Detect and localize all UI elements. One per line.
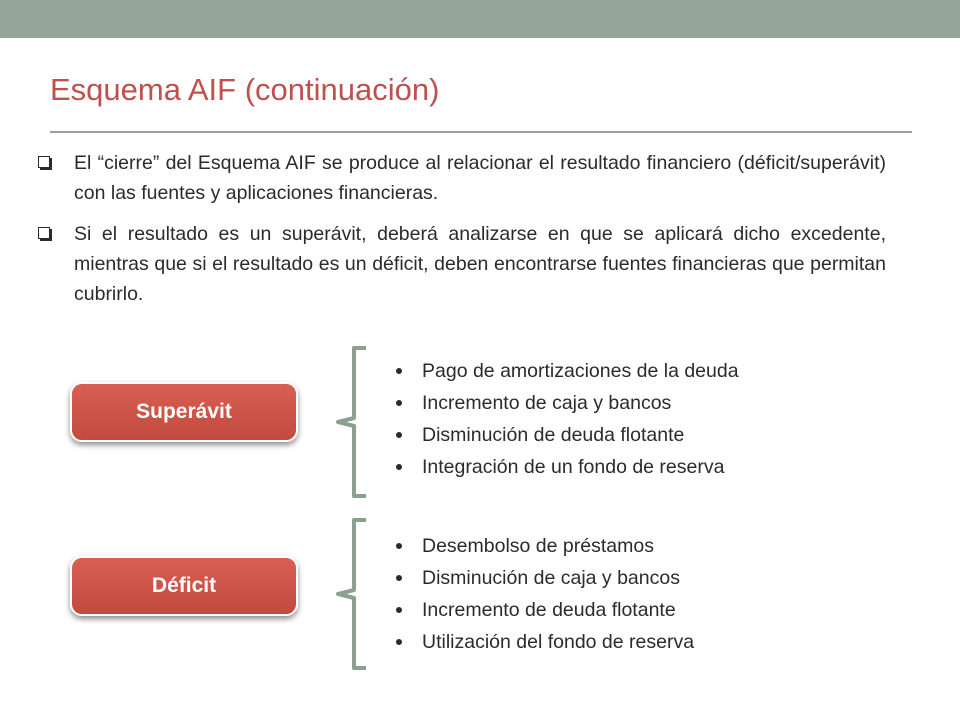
list-item-text: Disminución de caja y bancos <box>422 567 680 589</box>
superavit-label: Superávit <box>136 400 232 423</box>
list-item-text: Pago de amortizaciones de la deuda <box>422 360 739 382</box>
list-item-text: Incremento de deuda flotante <box>422 599 676 621</box>
bullet-dot-icon <box>396 607 402 613</box>
superavit-brace-icon <box>334 346 374 500</box>
list-item-text: Incremento de caja y bancos <box>422 392 672 414</box>
bullet-dot-icon <box>396 543 402 549</box>
deficit-label: Déficit <box>151 574 217 597</box>
deficit-brace-icon <box>334 518 374 672</box>
top-bar <box>0 0 960 38</box>
list-item-text: Disminución de deuda flotante <box>422 424 685 446</box>
bullet-dot-icon <box>396 639 402 645</box>
bullet-dot-icon <box>396 400 402 406</box>
title-divider <box>50 131 912 133</box>
list-item <box>396 387 739 419</box>
intro-bullets <box>38 148 886 320</box>
intro-bullet <box>38 148 886 208</box>
checkbox-bullet-icon <box>38 227 50 239</box>
list-item <box>396 626 694 658</box>
bullet-dot-icon <box>396 432 402 438</box>
deficit-label-box <box>70 556 298 616</box>
deficit-list <box>396 530 694 658</box>
list-item <box>396 562 694 594</box>
intro-bullet-text: El “cierre” del Esquema AIF se produce al relacionar el resultado financiero (déficit/superávit) con las fuentes y aplicaciones financieras. <box>74 152 886 204</box>
checkbox-bullet-icon <box>38 156 50 168</box>
intro-bullet <box>38 219 886 309</box>
bullet-dot-icon <box>396 368 402 374</box>
intro-bullet-text: Si el resultado es un superávit, deberá analizarse en que se aplicará dicho excedente, mientras que si el resultado es un déficit, deben encontrarse fuentes financieras que permitan cubrirlo. <box>74 223 886 305</box>
superavit-label-box <box>70 382 298 442</box>
list-item <box>396 355 739 387</box>
list-item <box>396 451 739 483</box>
list-item <box>396 530 694 562</box>
list-item-text: Utilización del fondo de reserva <box>422 631 695 653</box>
list-item-text: Desembolso de préstamos <box>422 535 654 557</box>
bullet-dot-icon <box>396 464 402 470</box>
list-item-text: Integración de un fondo de reserva <box>422 456 725 478</box>
slide-title: Esquema AIF (continuación) <box>50 72 440 107</box>
list-item <box>396 419 739 451</box>
list-item <box>396 594 694 626</box>
superavit-list <box>396 355 739 483</box>
bullet-dot-icon <box>396 575 402 581</box>
